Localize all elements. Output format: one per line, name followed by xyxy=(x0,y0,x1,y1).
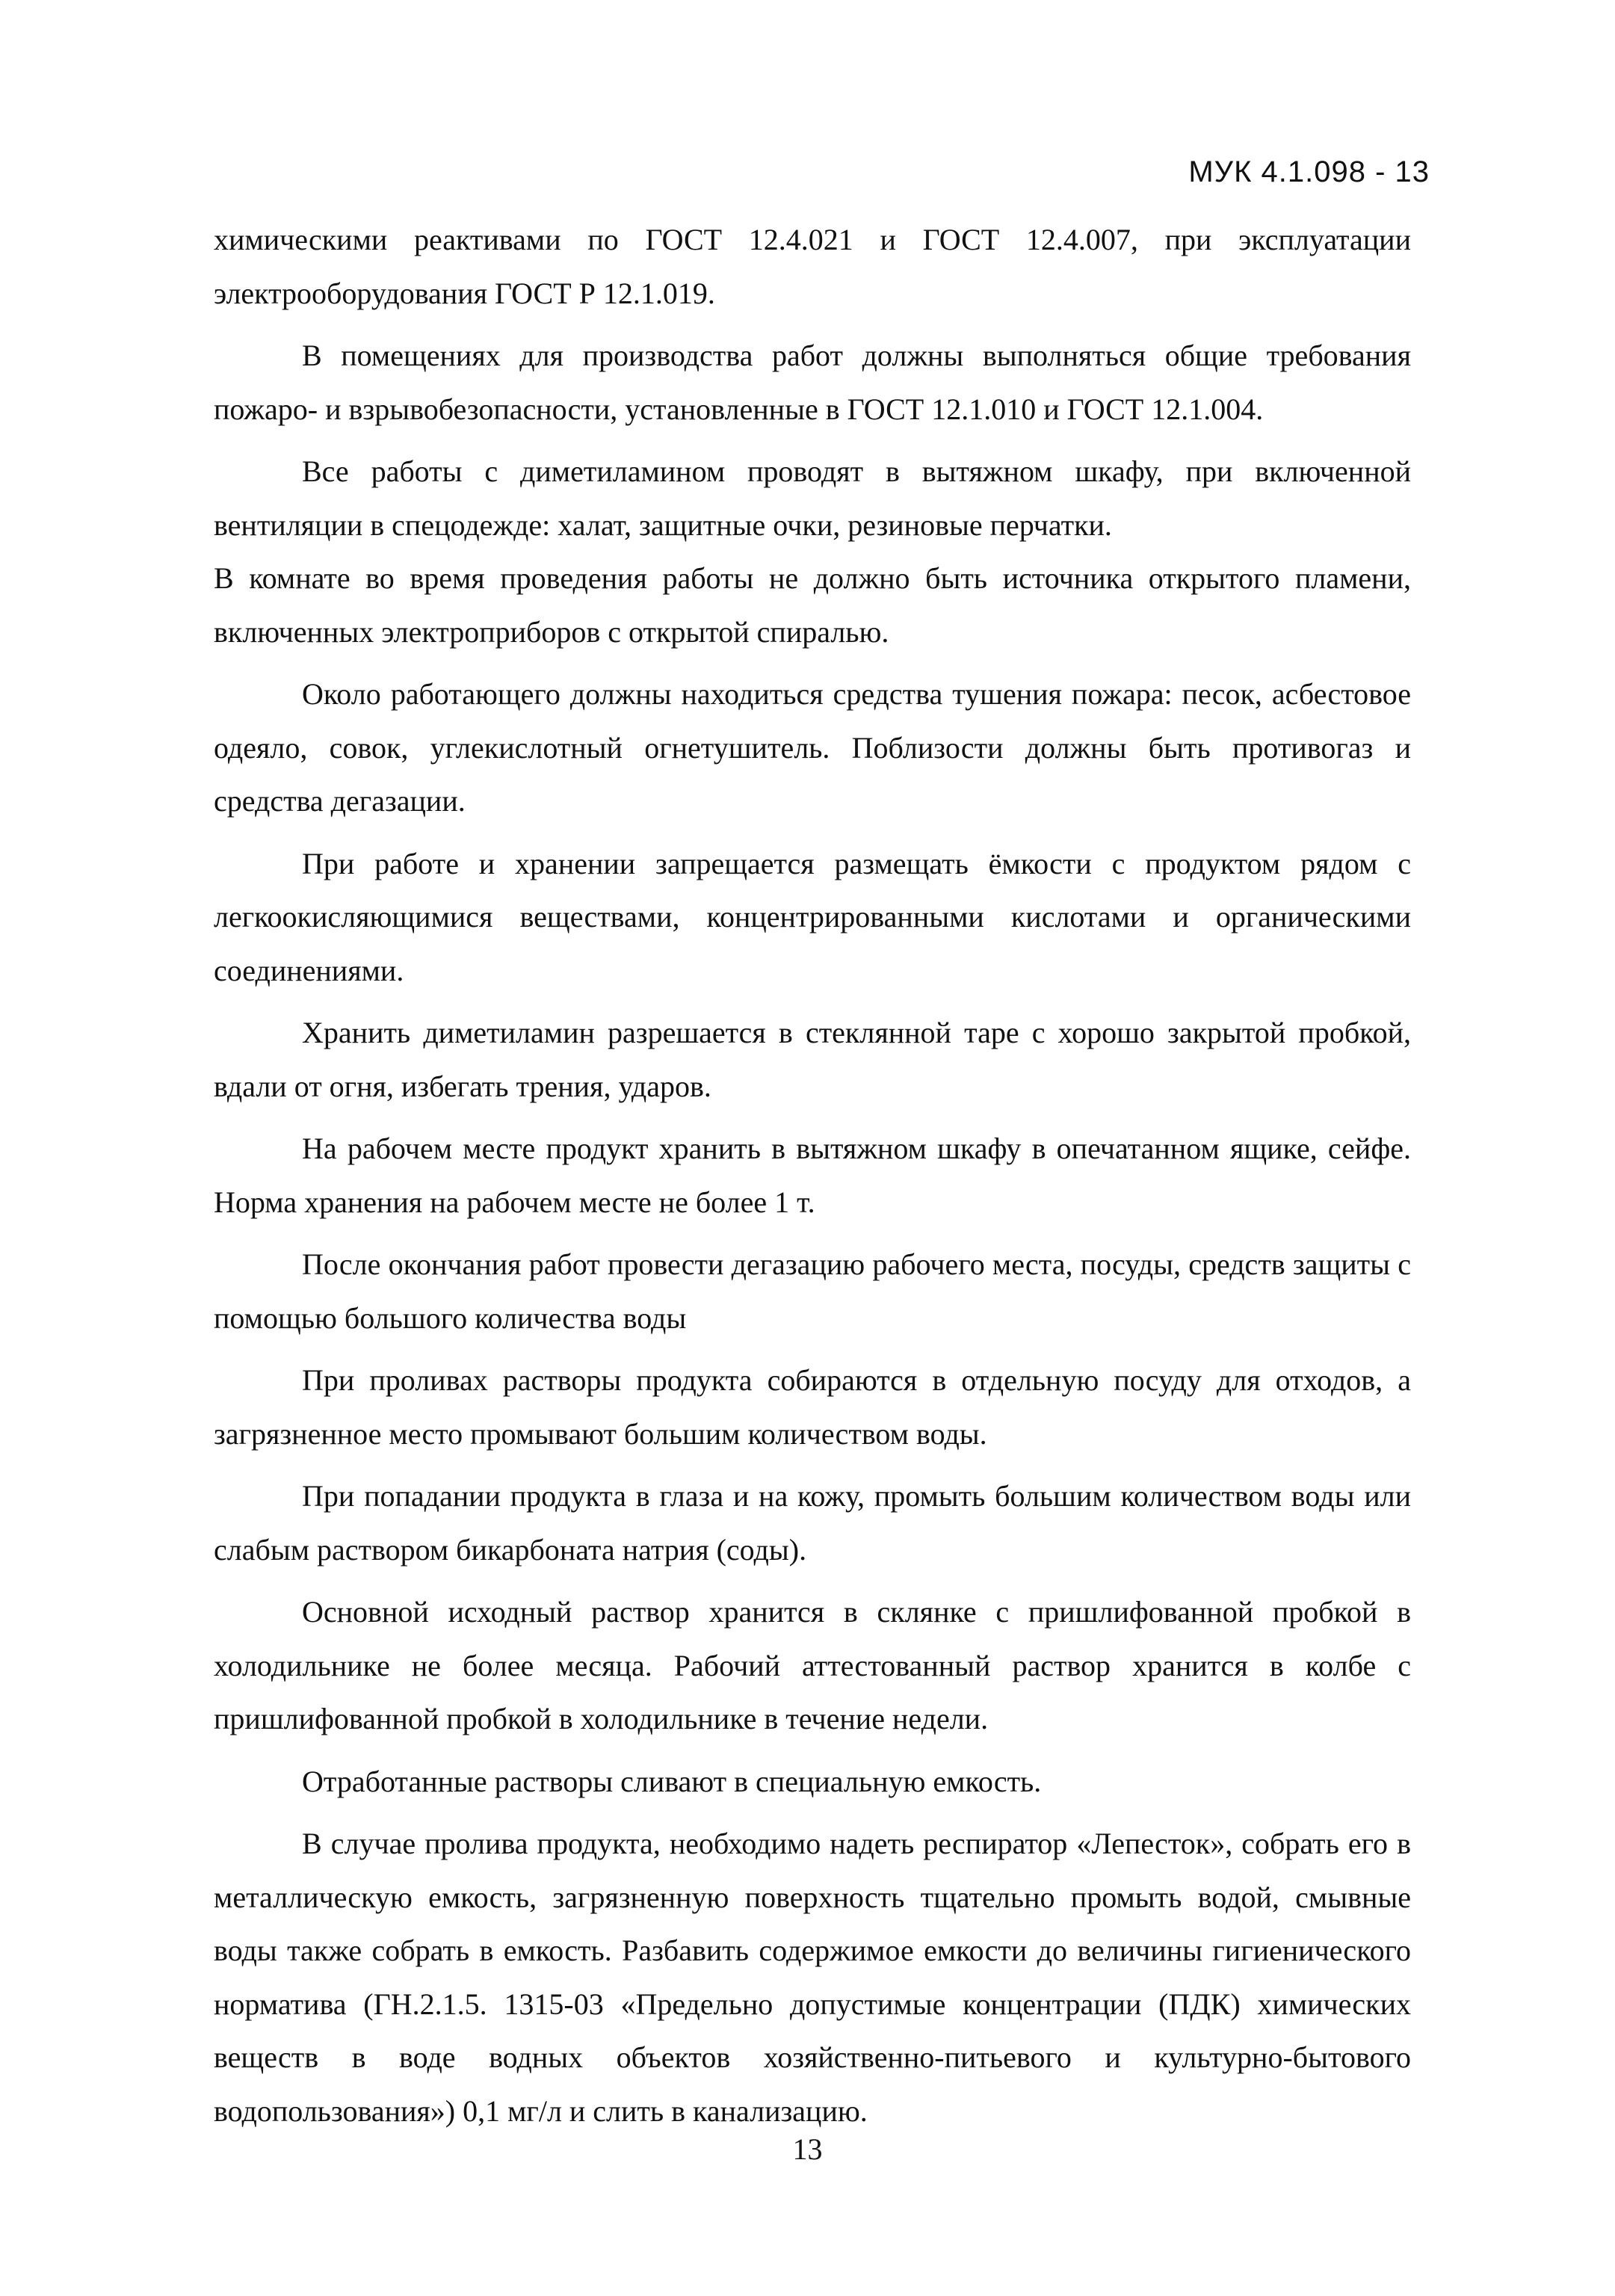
paragraph-fire-safety: В помещениях для производства работ должны выполняться общие требования пожаро- и взрывобезопасности, установленные в ГОСТ 12.1.010 и ГОСТ 12.1.004. xyxy=(214,339,1411,426)
paragraph-fire-extinguishing: Около работающего должны находиться средства тушения пожара: песок, асбестовое одеяло, совок, углекислотный огнетушитель. Поблизости должны быть противогаз и средства дегазации. xyxy=(214,677,1411,818)
paragraph-open-flame: В комнате во время проведения работы не должно быть источника открытого пламени, включенных электроприборов с открытой спиралью. xyxy=(214,561,1411,649)
paragraph-waste-solutions: Отработанные растворы сливают в специальную емкость. xyxy=(302,1764,1042,1798)
page-number: 13 xyxy=(792,2132,823,2166)
paragraph-degassing: После окончания работ провести дегазацию рабочего места, посуды, средств защиты с помощью большого количества воды xyxy=(214,1247,1411,1335)
paragraph-safety-standards: химическими реактивами по ГОСТ 12.4.021 и ГОСТ 12.4.007, при эксплуатации электрооборудования ГОСТ Р 12.1.019. xyxy=(214,223,1411,310)
paragraph-solution-storage: Основной исходный раствор хранится в склянке с пришлифованной пробкой в холодильнике не более месяца. Рабочий аттестованный раствор хранится в колбе с пришлифованной пробкой в холодильнике в течение недели. xyxy=(214,1595,1411,1735)
paragraph-first-aid: При попадании продукта в глаза и на кожу, промыть большим количеством воды или слабым раствором бикарбоната натрия (соды). xyxy=(214,1479,1411,1567)
paragraph-spill-cleanup: В случае пролива продукта, необходимо надеть респиратор «Лепесток», собрать его в металлическую емкость, загрязненную поверхность тщательно промыть водой, смывные воды также собрать в емкость. Разбавить содержимое емкости до величины гигиенического норматива (ГН.2.1.5. 1315-03 «Предельно допустимые концентрации (ПДК) химических веществ в воде водных объектов хозяйственно-питьевого и культурно-бытового водопользования») 0,1 мг/л и слить в канализацию. xyxy=(214,1827,1411,2128)
paragraph-fume-hood: Все работы с диметиламином проводят в вытяжном шкафу, при включенной вентиляции в спецодежде: халат, защитные очки, резиновые перчатки. xyxy=(214,454,1411,542)
paragraph-spills: При проливах растворы продукта собираются в отдельную посуду для отходов, а загрязненное место промывают большим количеством воды. xyxy=(214,1363,1411,1451)
paragraph-workplace-storage: На рабочем месте продукт хранить в вытяжном шкафу в опечатанном ящике, сейфе. Норма хранения на рабочем месте не более 1 т. xyxy=(214,1132,1411,1219)
document-code-header: МУК 4.1.098 - 13 xyxy=(1188,155,1430,188)
document-body xyxy=(214,213,1411,2138)
paragraph-storage-restrictions: При работе и хранении запрещается размещать ёмкости с продуктом рядом с легкоокисляющимися веществами, концентрированными кислотами и органическими соединениями. xyxy=(214,846,1411,987)
paragraph-storage-container: Хранить диметиламин разрешается в стеклянной таре с хорошо закрытой пробкой, вдали от огня, избегать трения, ударов. xyxy=(214,1016,1411,1103)
